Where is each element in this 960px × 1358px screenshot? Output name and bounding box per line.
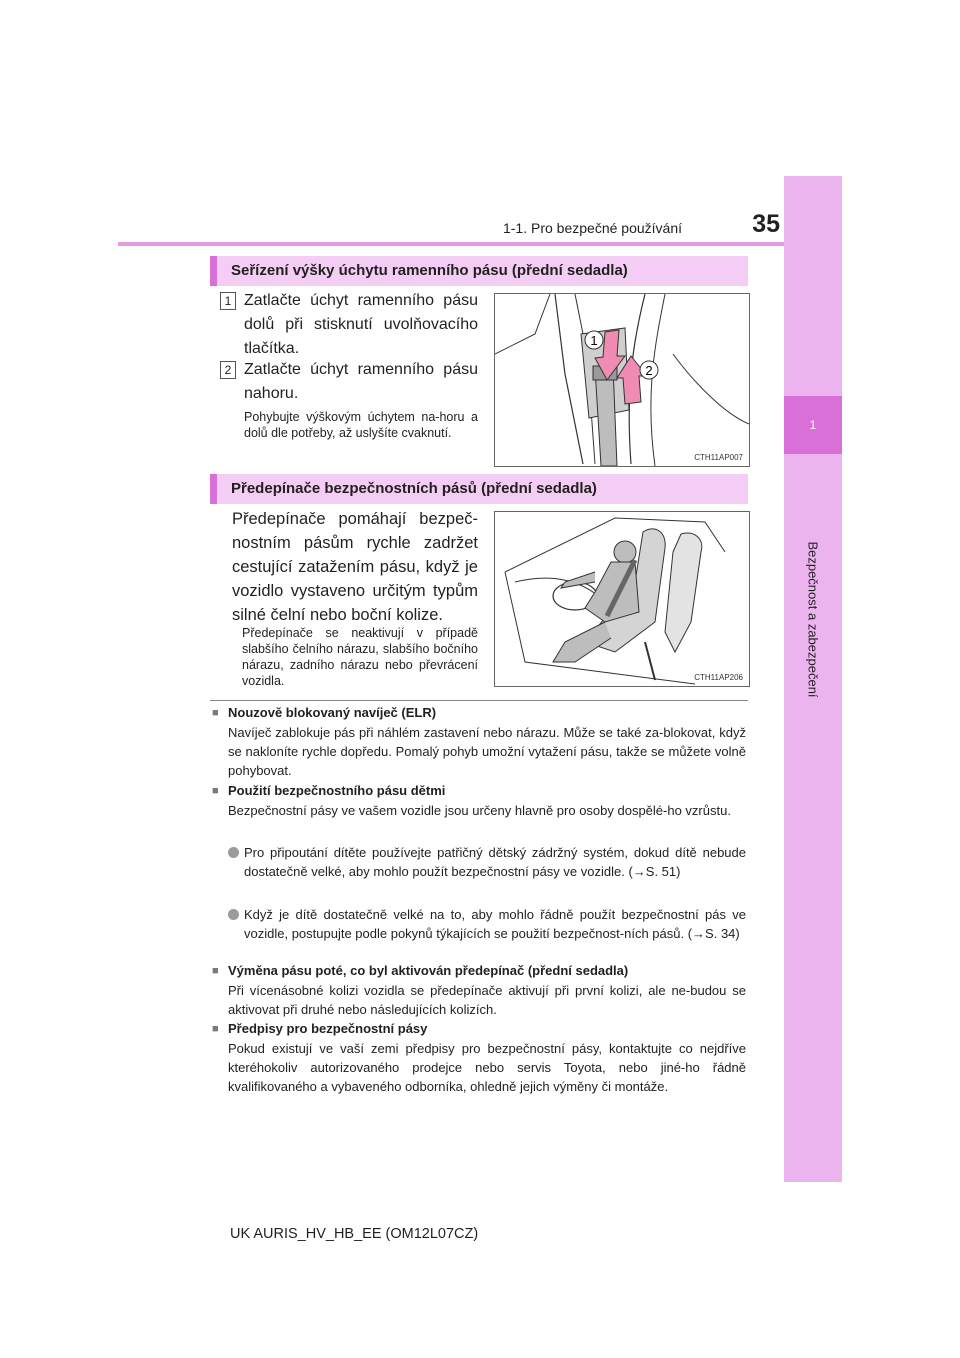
chapter-title: Bezpečnost a zabezpečení (805, 541, 821, 698)
replace-body: Při vícenásobné kolizi vozidla se předepínače aktivují při první kolizi, ale ne-budou se aktivovat při druhé nebo následujících kolizích. (228, 983, 746, 1017)
pretensioner-note: Předepínače se neaktivují v případě slabšího čelního nárazu, slabšího bočního nárazu, zadního nárazu nebo převrácení vozidla. (242, 626, 478, 688)
step-marker-1: 1 (220, 292, 236, 310)
section-divider (210, 700, 748, 701)
children-body: Bezpečnostní pásy ve vašem vozidle jsou určeny hlavně pro osoby dospělé-ho vzrůstu. (228, 803, 731, 818)
header-rule (118, 242, 842, 246)
callout-2: 2 (645, 363, 653, 378)
section-heading-shoulder-anchor: Seřízení výšky úchytu ramenního pásu (přední sedadla) (210, 256, 748, 286)
figure-code-1: CTH11AP007 (694, 453, 743, 462)
chapter-tab[interactable] (784, 396, 842, 454)
chapter-title-wrap (805, 470, 821, 770)
replace-title: Výměna pásu poté, co byl aktivován předepínač (přední sedadla) (228, 963, 629, 978)
running-header: 1-1. Pro bezpečné používání (502, 220, 682, 236)
step-1-text: Zatlačte úchyt ramenního pásu dolů při stisknutí uvolňovacího tlačítka. (244, 292, 478, 357)
children-bullet-1: Pro připoutání dítěte používejte patřičný dětský zádržný systém, dokud dítě nebude dostatečně velké, aby mohlo použít bezpečnostní pásy ve vozidle. (→S. 51) (244, 845, 746, 879)
bullet-dot-icon (228, 909, 239, 920)
children-title: Použití bezpečnostního pásu dětmi (228, 783, 446, 798)
bullet-dot-icon (228, 847, 239, 858)
elr-body: Navíječ zablokuje pás při náhlém zastavení nebo nárazu. Může se také za-blokovat, když se nakloníte rychle dopředu. Pomalý pohyb umožní vytažení pásu, takže se můžete volně pohybovat. (228, 725, 746, 778)
footer-model-code: UK AURIS_HV_HB_EE (OM12L07CZ) (230, 1226, 479, 1242)
square-bullet-icon: ■ (212, 965, 219, 977)
pretensioner-illustration (495, 512, 749, 686)
step-2-text: Zatlačte úchyt ramenního pásu nahoru. (244, 361, 478, 402)
pretensioner-text: Předepínače pomáhají bezpeč-nostním pásům rychle zadržet cestující zatažením pásu, když je vozidlo vystaveno určitým typům silné čelní nebo boční kolize. (232, 510, 478, 624)
step-note: Pohybujte výškovým úchytem na-horu a dolů dle potřeby, až uslyšíte cvaknutí. (244, 410, 478, 440)
shoulder-anchor-illustration (495, 294, 749, 466)
figure-code-2: CTH11AP206 (694, 673, 743, 682)
step-marker-2: 2 (220, 361, 236, 379)
square-bullet-icon: ■ (212, 785, 219, 797)
figure-pretensioners (494, 511, 750, 687)
section-heading-pretensioners: Předepínače bezpečnostních pásů (přední sedadla) (210, 474, 748, 504)
regs-title: Předpisy pro bezpečnostní pásy (228, 1021, 428, 1036)
chapter-number: 1 (809, 418, 817, 432)
page-number: 35 (752, 210, 780, 238)
figure-shoulder-anchor (494, 293, 750, 467)
regs-body: Pokud existují ve vaší zemi předpisy pro bezpečnostní pásy, kontaktujte co nejdříve kteréhokoliv autorizovaného prodejce nebo servis Toyota, nebo jiné-ho řádně kvalifikovaného a vybaveného odborníka, ohledně jejich výměny či montáže. (228, 1041, 746, 1094)
square-bullet-icon: ■ (212, 707, 219, 719)
square-bullet-icon: ■ (212, 1023, 219, 1035)
side-tab-upper (784, 176, 842, 396)
children-bullet-2: Když je dítě dostatečně velké na to, aby mohlo řádně použít bezpečnostní pás ve vozidle, postupujte podle pokynů týkajících se použití bezpečnost-ních pásů. (→S. 34) (244, 907, 746, 941)
callout-1: 1 (590, 333, 598, 348)
elr-title: Nouzově blokovaný navíječ (ELR) (228, 705, 437, 720)
